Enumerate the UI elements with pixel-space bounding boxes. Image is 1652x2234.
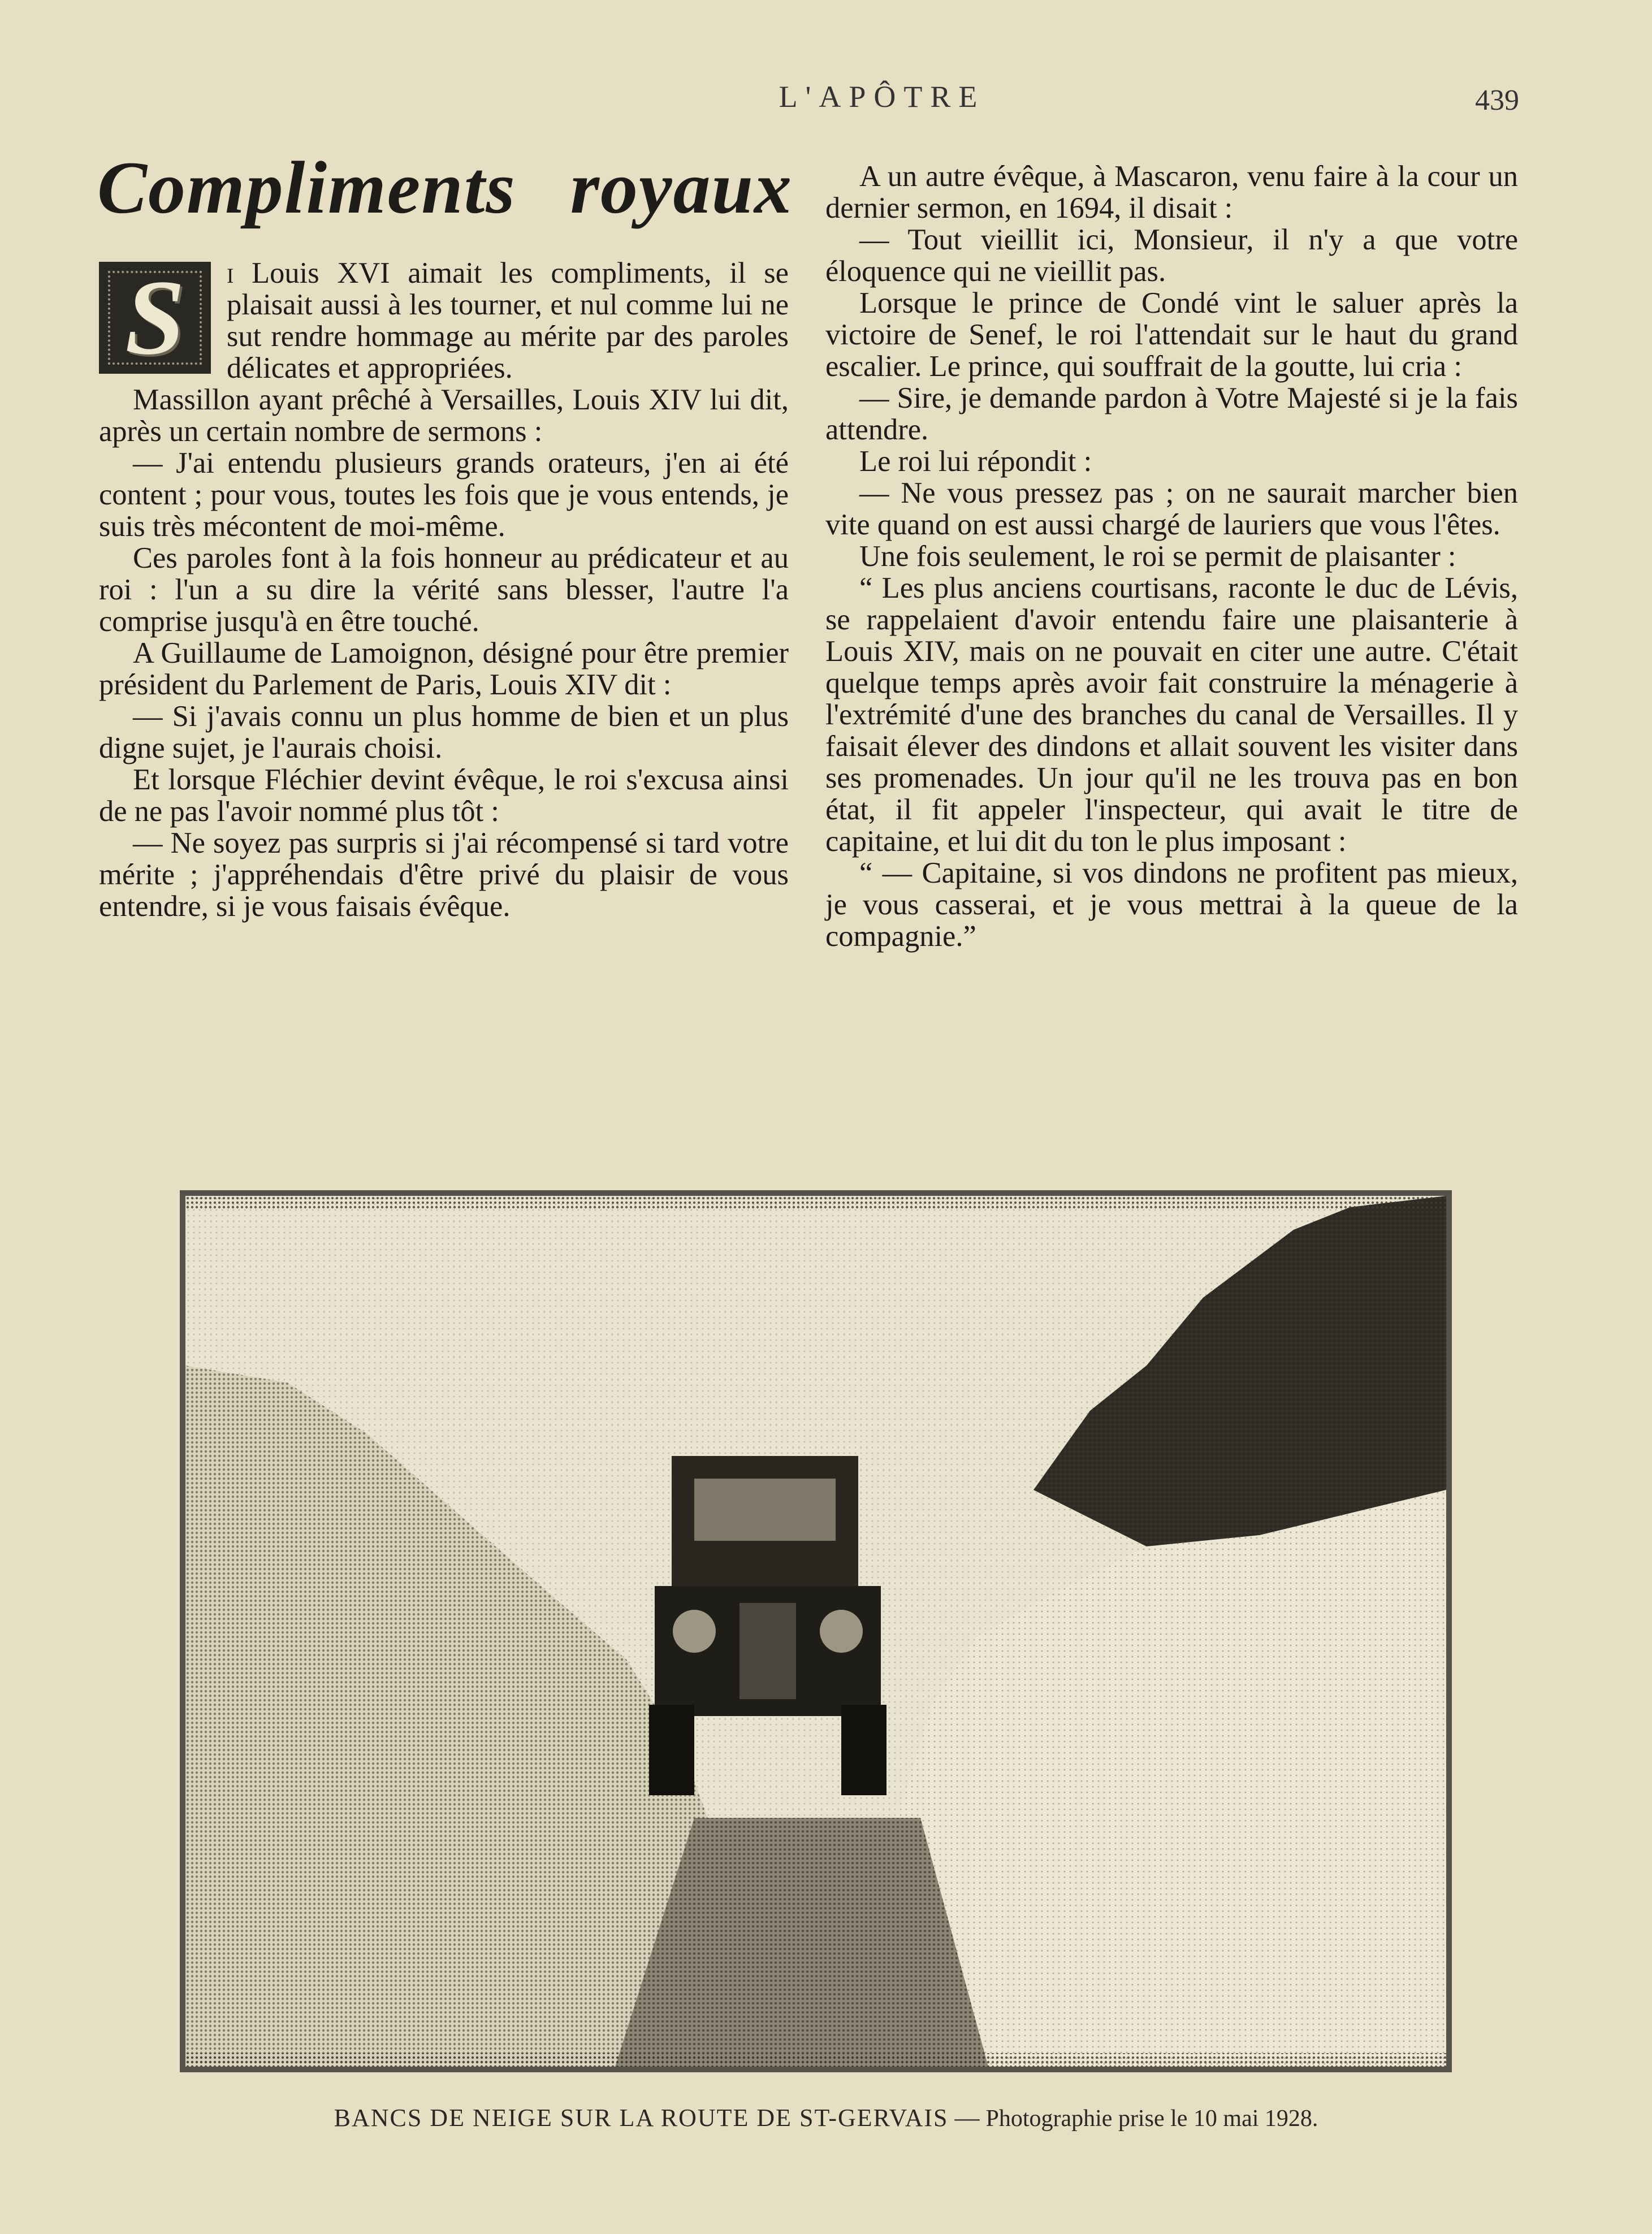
photo-caption-date: Photographie prise le 10 mai 1928. — [985, 2106, 1318, 2132]
photo-caption — [0, 2103, 1652, 2132]
left-column — [99, 257, 789, 922]
photo-illustration — [185, 1196, 1446, 2067]
paragraph: Ces paroles font à la fois honneur au prédicateur et au roi : l'un a su dire la vérité sans blesser, l'autre l'a comprise jusqu'à en être touché. — [99, 542, 789, 638]
paragraph: Le roi lui répondit : — [859, 445, 1092, 478]
running-head: L'APÔTRE — [779, 80, 985, 114]
article-title-word-1: Compliments — [97, 146, 516, 229]
paragraph: Lorsque le prince de Condé vint le saluer après la victoire de Senef, le roi l'attendait sur le haut du grand escalier. Le prince, qui souffrait de la goutte, lui cria : — [825, 287, 1518, 383]
photo-caption-title: BANCS DE NEIGE SUR LA ROUTE DE ST-GERVAIS — [334, 2104, 949, 2132]
drop-cap-letter: S — [125, 258, 185, 377]
snow-road-photograph — [180, 1190, 1452, 2072]
paragraph: — Si j'avais connu un plus homme de bien et un plus digne sujet, je l'aurais choisi. — [99, 700, 789, 764]
paragraph-text: Louis XVI aimait les compliments, il se plaisait aussi à les tourner, et nul comme lui ne sut rendre hommage au mérite par des paroles délicates et appropriées. — [227, 257, 789, 384]
drop-cap — [99, 258, 211, 377]
article-title — [97, 144, 793, 231]
right-column — [825, 161, 1518, 952]
lead-word: i — [227, 257, 234, 289]
paragraph: “ — Capitaine, si vos dindons ne profitent pas mieux, je vous casserai, et je vous mettrai à la queue de la compagnie.” — [825, 857, 1518, 953]
paragraph: Et lorsque Fléchier devint évêque, le roi s'excusa ainsi de ne pas l'avoir nommé plus tôt : — [99, 763, 789, 828]
paragraph: Massillon ayant prêché à Versailles, Louis XIV lui dit, après un certain nombre de sermons : — [99, 383, 789, 448]
paragraph: A Guillaume de Lamoignon, désigné pour être premier président du Parlement de Paris, Louis XIV dit : — [99, 637, 789, 701]
paragraph: “ Les plus anciens courtisans, raconte le duc de Lévis, se rappelaient d'avoir entendu faire une plaisanterie à Louis XIV, mais on ne pouvait en citer une autre. C'était quelque temps après avoir fait construire la ménagerie à l'extrémité d'une des branches du canal de Versailles. Il y faisait élever des dindons et allait souvent les visiter dans ses promenades. Un jour qu'il ne les trouva pas en bon état, il fit appeler l'inspecteur, qui avait le titre de capitaine, et lui dit du ton le plus imposant : — [825, 572, 1518, 858]
paragraph: — J'ai entendu plusieurs grands orateurs, j'en ai été content ; pour vous, toutes les fois que je vous entends, je suis très mécontent de moi-même. — [99, 447, 789, 543]
paragraph: — Ne soyez pas surpris si j'ai récompensé si tard votre mérite ; j'appréhendais d'être privé du plaisir de vous entendre, si je vous faisais évêque. — [99, 827, 789, 923]
paragraph: Une fois seulement, le roi se permit de plaisanter : — [859, 540, 1456, 573]
paragraph: A un autre évêque, à Mascaron, venu faire à la cour un dernier sermon, en 1694, il disait : — [825, 160, 1518, 224]
page-number: 439 — [1475, 84, 1519, 116]
article-title-word-2: royaux — [570, 146, 793, 229]
paragraph: — Tout vieillit ici, Monsieur, il n'y a que votre éloquence qui ne vieillit pas. — [825, 223, 1518, 288]
paragraph: — Ne vous pressez pas ; on ne saurait marcher bien vite quand on est aussi chargé de lauriers que vous l'êtes. — [825, 477, 1518, 541]
paragraph: — Sire, je demande pardon à Votre Majesté si je la fais attendre. — [825, 382, 1518, 446]
caption-separator: — — [954, 2104, 986, 2132]
